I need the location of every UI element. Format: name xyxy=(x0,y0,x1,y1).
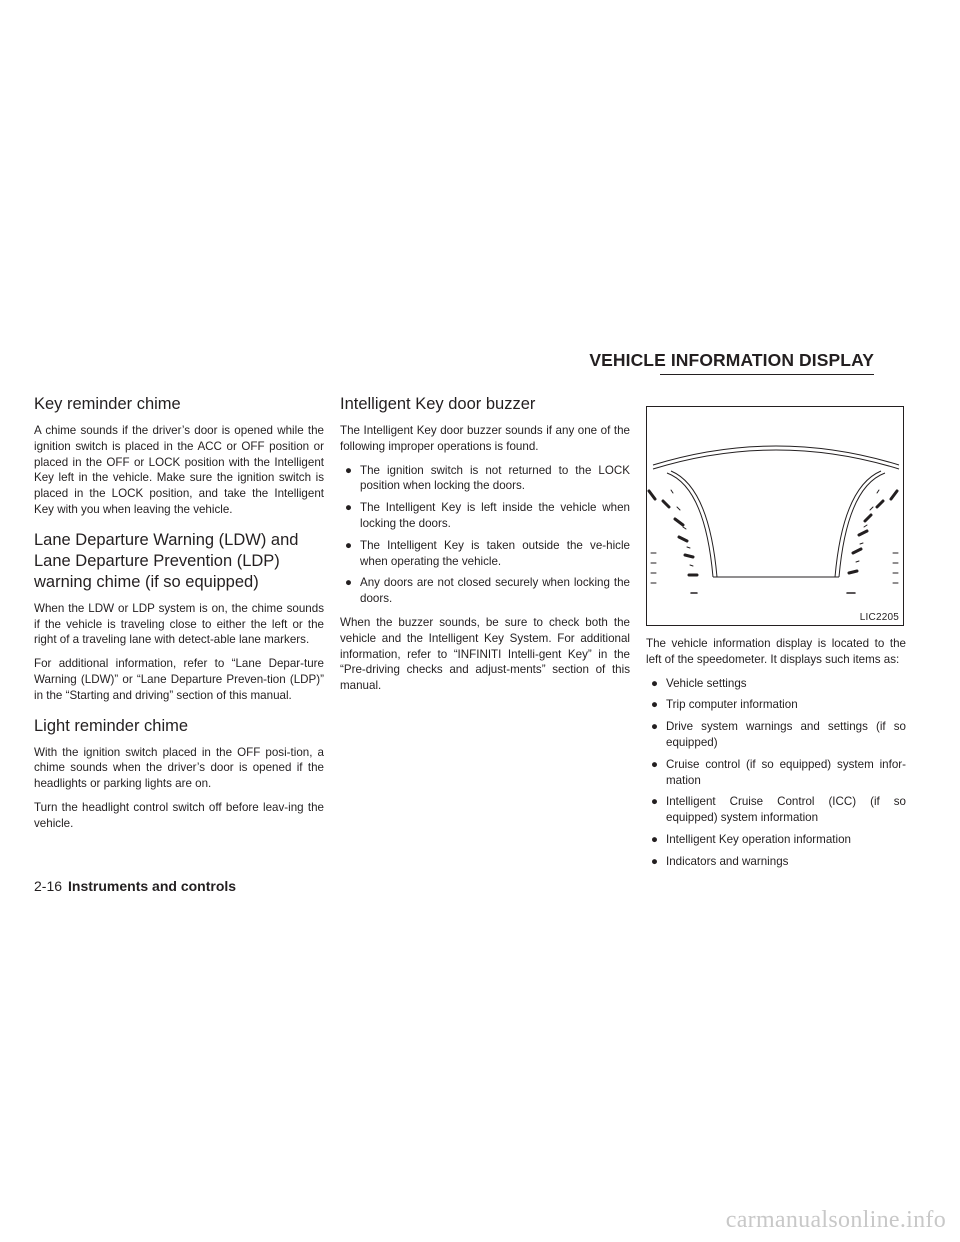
heading-light-reminder: Light reminder chime xyxy=(34,716,189,735)
paragraph-display-intro: The vehicle information display is located to the left of the speedometer. It displays such items as: xyxy=(646,637,906,666)
bullet-icon: ● xyxy=(651,676,659,690)
list-item: ● The Intelligent Key is taken outside the ve-hicle when operating the vehicle. xyxy=(345,538,630,568)
paragraph-ldw-2: For additional information, refer to “Lane Depar-ture Warning (LDW)” or “Lane Departure Preven-tion (LDP)” in the “Starting and driving” section of this manual. xyxy=(34,657,324,702)
bullet-icon: ● xyxy=(345,538,353,552)
bullet-icon: ● xyxy=(651,795,659,809)
paragraph-buzzer-intro: The Intelligent Key door buzzer sounds if any one of the following improper operations is found. xyxy=(340,424,630,453)
list-item: ● Trip computer information xyxy=(651,698,798,712)
bullet-icon: ● xyxy=(651,832,659,846)
column-left xyxy=(34,394,324,840)
column-right xyxy=(646,636,906,878)
heading-ldw-ldp: Lane Departure Warning (LDW) and Lane Departure Prevention (LDP) warning chime (if so equipped) xyxy=(34,530,299,591)
display-items-list xyxy=(646,676,906,870)
paragraph-ldw-1: When the LDW or LDP system is on, the chime sounds if the vehicle is traveling close to either the left or the right of a traveling lane with detect-able lane markers. xyxy=(34,601,324,647)
bullet-icon: ● xyxy=(651,757,659,771)
bullet-icon: ● xyxy=(345,576,353,590)
page-footer xyxy=(34,878,236,894)
list-item: ● Cruise control (if so equipped) system infor-mation xyxy=(651,757,906,787)
list-item: ● The ignition switch is not returned to the LOCK position when locking the doors. xyxy=(345,463,630,493)
instrument-cluster-figure xyxy=(646,406,904,626)
list-item: ● The Intelligent Key is left inside the vehicle when locking the doors. xyxy=(345,501,630,530)
bullet-icon: ● xyxy=(345,463,353,477)
chapter-title: Instruments and controls xyxy=(68,878,237,894)
bullet-icon: ● xyxy=(345,501,353,515)
list-item: ● Indicators and warnings xyxy=(651,854,789,868)
header-rule xyxy=(660,374,874,375)
column-middle xyxy=(340,394,630,702)
heading-key-reminder: Key reminder chime xyxy=(34,395,181,413)
instrument-cluster-illustration xyxy=(647,407,905,627)
paragraph-light-1: With the ignition switch placed in the OFF posi-tion, a chime sounds when the driver’s door is opened if the headlights or parking lights are on. xyxy=(34,745,324,791)
paragraph-light-2: Turn the headlight control switch off before leav-ing the vehicle. xyxy=(34,800,324,830)
bullet-icon: ● xyxy=(651,854,659,868)
list-item: ● Drive system warnings and settings (if so equipped) xyxy=(651,720,906,749)
page-number: 2-16 xyxy=(34,878,63,894)
section-header: VEHICLE INFORMATION DISPLAY xyxy=(589,350,874,370)
figure-label: LIC2205 xyxy=(859,612,899,623)
heading-door-buzzer: Intelligent Key door buzzer xyxy=(340,395,536,413)
bullet-icon: ● xyxy=(651,720,659,734)
list-item: ● Intelligent Key operation information xyxy=(651,832,851,846)
list-item: ● Any doors are not closed securely when locking the doors. xyxy=(345,576,630,606)
buzzer-bullet-list xyxy=(340,463,630,607)
paragraph-buzzer-after: When the buzzer sounds, be sure to check both the vehicle and the Intelligent Key System. For additional information, refer to “INFINITI Intelli-gent Key” in the “Pre-driving checks and adjust-ments” section of this manual. xyxy=(340,615,630,693)
watermark-text: carmanualsonline.info xyxy=(725,1207,946,1233)
list-item: ● Vehicle settings xyxy=(651,676,747,690)
list-item: ● Intelligent Cruise Control (ICC) (if so equipped) system information xyxy=(651,795,906,825)
bullet-icon: ● xyxy=(651,698,659,712)
paragraph-key-reminder: A chime sounds if the driver’s door is opened while the ignition switch is placed in the ACC or OFF position or placed in the OFF or LOCK position with the Intelligent Key left in the vehicle. Make sure the ignition switch is placed in the LOCK position, and take the Intelligent Key with you when leaving the vehicle. xyxy=(34,424,324,516)
